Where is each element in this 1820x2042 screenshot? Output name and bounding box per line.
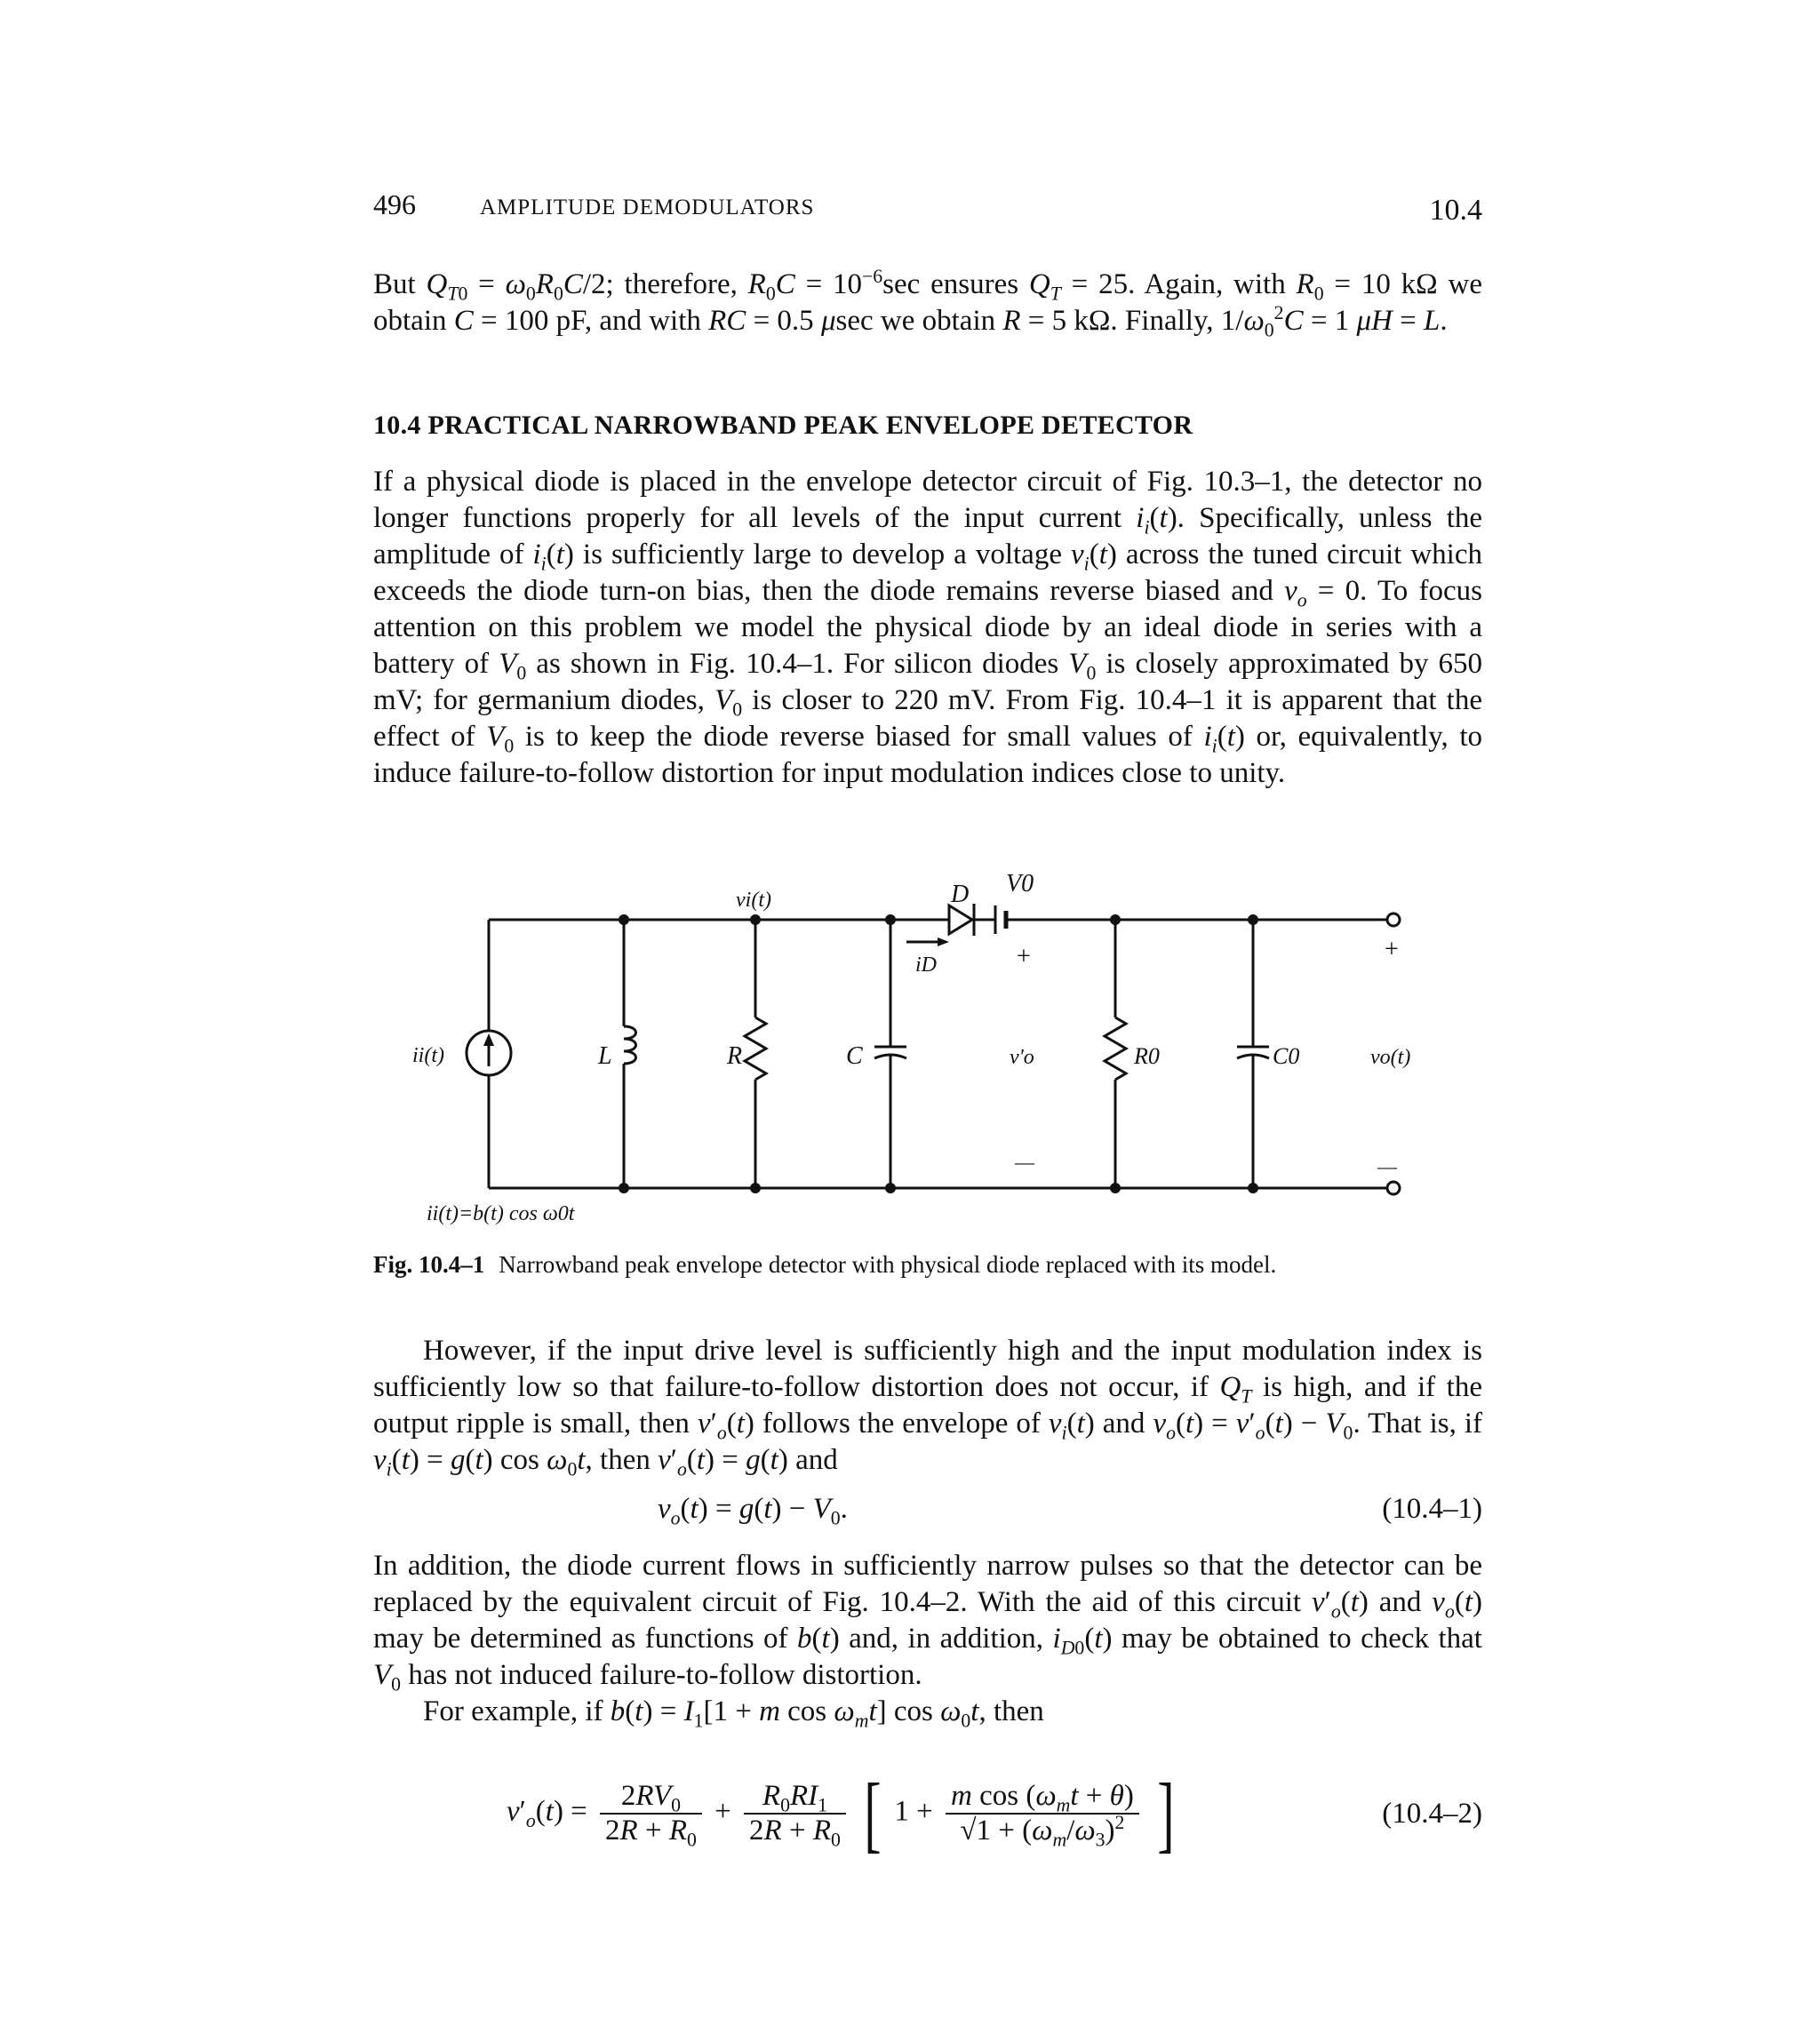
label-diode: D [951,881,970,908]
equation-10-4-1: $v_o(t) = g(t) - V_0$. (10.4–1) [658,1493,1482,1529]
equation-number-2: (10.4–2) [1382,1798,1482,1830]
section-heading: 10.4 PRACTICAL NARROWBAND PEAK ENVELOPE DETECTOR [373,411,1193,440]
label-vo-prime: v'o [1010,1046,1034,1069]
label-iD: iD [915,953,937,977]
label-C: C [846,1042,863,1070]
circuit-diagram [373,866,1484,1231]
page-number: 496 [373,188,416,220]
label-vo: vo(t) [1370,1046,1411,1069]
paragraph-physical-diode: If a physical diode is placed in the envelope detector circuit of Fig. 10.3–1, the detector no longer functions properly for all levels of the input current $i_i(t)$. Specifically, unless the amplitude of $i_i(t)$ is sufficiently large to develop a voltage $v_i(t)$ across the tuned circuit which exceeds the diode turn-on bias, then the diode remains reverse biased and $v_o = 0$. To focus attention on this problem we model the physical diode by an ideal diode in series with a battery of $V_0$ as shown in Fig. 10.4–1. For silicon diodes $V_0$ is closely approximated by 650 mV; for germanium diodes, $V_0$ is closer to 220 mV. From Fig. 10.4–1 it is apparent that the effect of $V_0$ is to keep the diode reverse biased for small values of $i_i(t)$ or, equivalently, to induce failure-to-follow distortion for input modulation indices close to unity. [373,466,1483,789]
equation-number-1: (10.4–1) [1382,1493,1482,1525]
label-ii: ii(t) [412,1044,444,1067]
figure-caption [373,1248,1484,1280]
label-source-equation: ii(t)=b(t) cos ω0t [427,1202,575,1225]
label-plus-diode: + [1017,943,1031,970]
paragraph-however: However, if the input drive level is sufficiently high and the input modulation index is sufficiently low so that failure-to-follow distortion does not occur, if $Q_T$ is high, and if the output ripple is small, then $v'_o(t)$ follows the envelope of $v_i(t)$ and $v_o(t) = v'_o(t) - V_0$. That is, if $v_i(t) = g(t)$ $\cos \omega_0t$, then $v'_o(t) = g(t)$ and [373,1335,1483,1480]
running-title: AMPLITUDE DEMODULATORS [480,195,815,219]
caption-label: Fig. 10.4–1 [373,1251,485,1278]
label-minus-out: — [1377,1155,1397,1177]
paragraph-in-addition: In addition, the diode current flows in sufficiently narrow pulses so that the detector can be replaced by the equivalent circuit of Fig. 10.4–2. With the aid of this circuit $v'_o(t)$ and $v_o(t)$ may be determined as functions of b(t) and, in addition, $i_{D0}(t)$ may be obtained to check that $V_0$ has not induced failure-to-follow distortion. For example, if $b(t) = I_1[1 + m$ $\cos \omega_mt$] $\cos \omega_0t$, then [373,1550,1482,1732]
label-L: L [598,1042,612,1070]
equation-10-4-2: $v'_o(t)$ = $\frac{2RV_0}{2R + R_0}$ + $\frac{R_0RI_1}{2R + R_0}$ [ 1 + $\frac{m \cos (\omega_mt + \theta)}{√1 + (\omega_m/\omega_3)^2}$ ] (10.4–2) [507,1766,1482,1861]
label-vi: vi(t) [736,889,771,912]
page-header [373,188,1482,233]
label-V0: V0 [1006,870,1034,897]
intro-paragraph: But $Q_{T0} = \omega_0R_0C/2$; therefore, $R_0C = 10^{-6}\sec$ ensures $Q_T = 25$. Again, with $R_0 = 10$ kΩ we obtain C = 100 pF, and with RC = 0.5 μsec we obtain R = 5 kΩ. Finally, $1/\omega_0^2C = 1$ μH = L. [373,266,1482,341]
label-C0: C0 [1273,1043,1300,1069]
label-R: R [727,1042,743,1070]
section-number: 10.4 [1429,194,1482,227]
label-minus-mid: — [1015,1151,1034,1173]
label-R0: R0 [1134,1043,1160,1069]
caption-text: Narrowband peak envelope detector with physical diode replaced with its model. [499,1251,1277,1278]
label-plus-out: + [1385,936,1399,963]
